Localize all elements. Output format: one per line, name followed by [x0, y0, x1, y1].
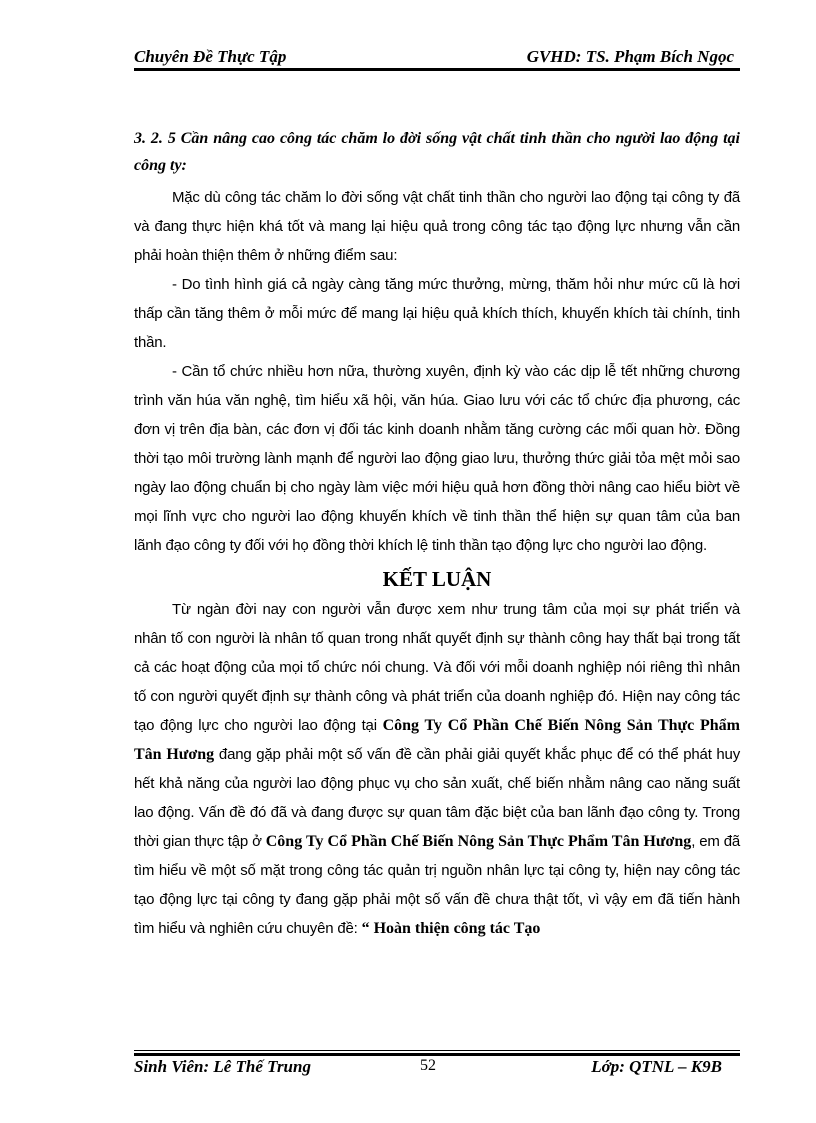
footer-class: Lớp: QTNL – K9B — [591, 1057, 722, 1076]
section-heading: 3. 2. 5 Cần nâng cao công tác chăm lo đời sống vật chất tinh thần cho người lao động tại công ty: — [134, 130, 740, 174]
footer-student: Sinh Viên: Lê Thế Trung — [134, 1057, 311, 1076]
conclusion-title: KẾT LUẬN — [382, 567, 492, 591]
header-report-title: Chuyên Đề Thực Tập — [134, 47, 287, 66]
bullet-paragraph: - Cần tổ chức nhiều hơn nữa, thường xuyên, định kỳ vào các dịp lễ tết những chương trình văn húa văn nghệ, tìm hiểu xã hội, văn húa. Giao lưu với các tổ chức địa phương, các đơn vị trên địa bàn, các đơn vị đối tác kinh doanh nhằm tăng cường các mối quan hờ. Đồng thời tạo môi trường lành mạnh để người lao động giao lưu, thưởng thức giải tỏa mệt mỏi sao ngày lao động chuẩn bị cho ngày làm việc mới hiệu quả hơn đồng thời nâng cao hiểu biờt về mọi lĩnh vực cho người lao động khuyến khích về tinh thần thể hiện sự quan tâm của ban lãnh đạo công ty đối với họ đồng thời khích lệ tinh thần tạo động lực cho người lao động. — [134, 363, 740, 554]
page-number: 52 — [420, 1057, 436, 1074]
paragraph: Mặc dù công tác chăm lo đời sống vật chất tinh thần cho người lao động tại công ty đã và đang thực hiện khá tốt và mang lại hiệu quả trong công tác tạo động lực nhưng vẫn cần phải hoàn thiện thêm ở những điểm sau: — [134, 189, 740, 264]
company-name: Công Ty Cổ Phần Chế Biến Nông Sản Thực Phẩm Tân Hương — [134, 717, 741, 763]
company-name: Công Ty Cổ Phần Chế Biến Nông Sản Thực Phẩm Tân Hương — [265, 833, 692, 850]
header-supervisor: GVHD: TS. Phạm Bích Ngọc — [526, 47, 734, 66]
conclusion-text: Từ ngàn đời nay con người vẫn được xem như trung tâm của mọi sự phát triển và nhân tố con người là nhân tố quan trong nhất quyết định sự thành công hay thất bại trong tất cả các hoạt động của mọi tổ chức nói chung. Và đối với mỗi doanh nghiệp nói riêng thì nhân tố con người quyết định sự thành công và phát triển của doanh nghiệp đó. Hiện nay công tác tạo động lực cho người lao động tại — [134, 601, 740, 734]
bullet-paragraph: - Do tình hình giá cả ngày càng tăng mức thưởng, mừng, thăm hỏi như mức cũ là hơi thấp cần tăng thêm ở mỗi mức để mang lại hiệu quả khích thích, khuyến khích tài chính, tinh thần. — [134, 276, 740, 351]
page-content — [134, 125, 740, 943]
conclusion-text: đang gặp phải một số vấn đề cần phải giải quyết khắc phục để có thể phát huy hết khả năng của người lao động phục vụ cho sản xuất, chế biến nhằm nâng cao năng suất lao động. Vấn đề đó đã và đang được sự quan tâm đặc biệt của ban lãnh đạo công ty. Trong thời gian thực tập ở — [134, 746, 740, 850]
header-rule — [134, 68, 740, 71]
topic-title: “ Hoàn thiện công tác Tạo — [361, 920, 541, 937]
conclusion-text: , em đã tìm hiểu về một số mặt trong công tác quản trị nguồn nhân lực tại công ty, hiện nay công tác tạo động lực tại công ty đang gặp phải một số vấn đề chưa thật tốt, vì vậy em đã tiến hành tìm hiểu và nghiên cứu chuyên đề: — [134, 833, 741, 937]
conclusion-paragraph — [134, 595, 740, 943]
page-header — [134, 44, 740, 68]
footer-rule-thin — [134, 1050, 740, 1051]
page-footer — [134, 1057, 740, 1081]
footer-rule-thick — [134, 1053, 740, 1056]
